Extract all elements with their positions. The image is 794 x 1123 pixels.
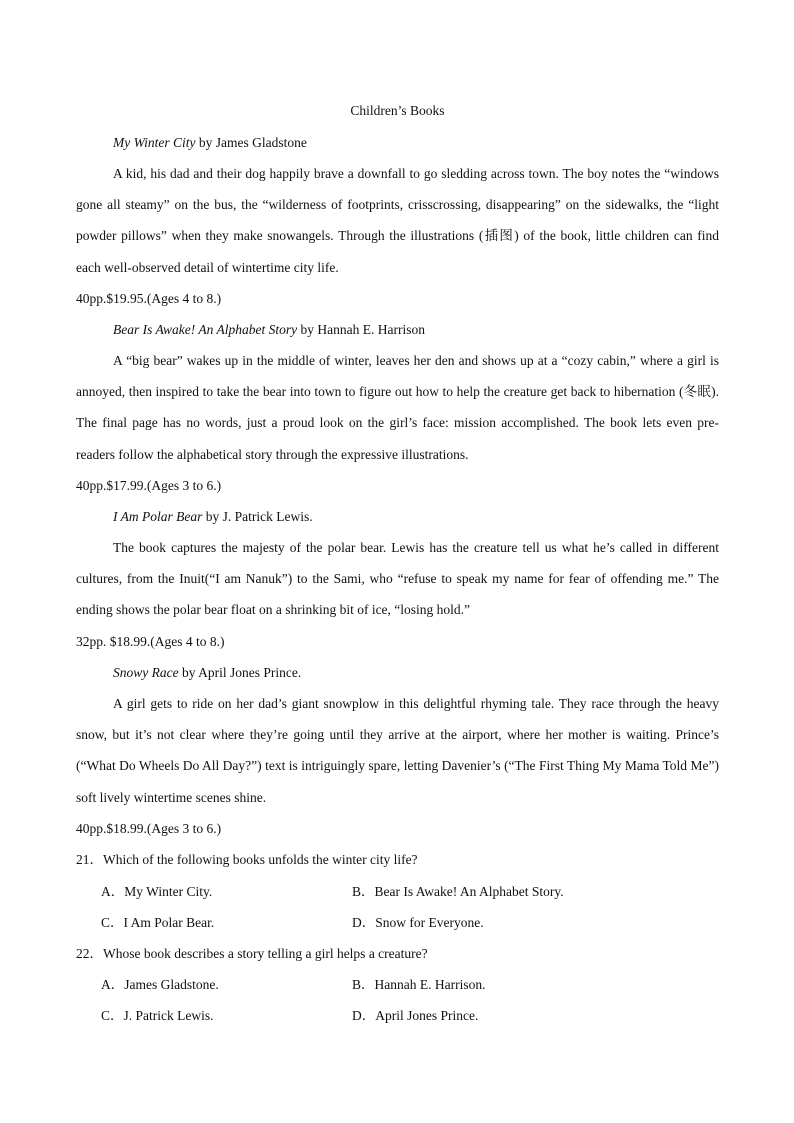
book-review: A “big bear” wakes up in the middle of winter, leaves her den and shows up at a “cozy cabin,” where a girl is annoyed, then inspired to take the bear into town to figure out how to help the creature get back to hibernation (冬眠). The final page has no words, just a proud look on the girl’s face: mission accomplished. The book lets even pre-readers follow the alphabetical story through the expressive illustrations. [76, 353, 719, 462]
answer-option[interactable]: A．James Gladstone. [101, 977, 219, 992]
book-heading [113, 508, 313, 526]
book-review: A girl gets to ride on her dad’s giant snowplow in this delightful rhyming tale. They race through the heavy snow, but it’s not clear where they’re going until they arrive at the airport, where her mother is waiting. Prince’s (“What Do Wheels Do All Day?”) text is intriguingly spare, letting Davenier’s (“The First Thing My Mama Told Me”) soft lively wintertime scenes shine. [76, 696, 719, 805]
book-info: 40pp.$17.99.(Ages 3 to 6.) [76, 478, 222, 493]
book-author: by James Gladstone [195, 135, 307, 150]
answer-option[interactable]: D．April Jones Prince. [352, 1008, 479, 1023]
question-stem: 22．Whose book describes a story telling a girl helps a creature? [76, 946, 428, 961]
question-stem: 21．Which of the following books unfolds the winter city life? [76, 852, 418, 867]
answer-option[interactable]: B．Bear Is Awake! An Alphabet Story. [352, 884, 564, 899]
answer-option[interactable]: C．J. Patrick Lewis. [101, 1008, 214, 1023]
book-review: The book captures the majesty of the polar bear. Lewis has the creature tell us what he’s called in different cultures, from the Inuit(“I am Nanuk”) to the Sami, who “refuse to speak my name for fear of offending me.” The ending shows the polar bear float on a shrinking bit of ice, “losing hold.” [76, 540, 719, 618]
book-author: by April Jones Prince. [178, 665, 302, 680]
book-title: Snowy Race [113, 665, 179, 680]
answer-option[interactable]: D．Snow for Everyone. [352, 915, 484, 930]
book-heading [113, 664, 301, 682]
book-title: Bear Is Awake! An Alphabet Story [113, 322, 298, 337]
answer-option[interactable]: C．I Am Polar Bear. [101, 915, 215, 930]
book-heading [113, 134, 307, 152]
book-heading [113, 321, 425, 339]
book-author: by Hannah E. Harrison [297, 322, 425, 337]
book-title: My Winter City [113, 135, 196, 150]
book-author: by J. Patrick Lewis. [202, 509, 313, 524]
book-title: I Am Polar Bear [113, 509, 203, 524]
answer-option[interactable]: A．My Winter City. [101, 884, 213, 899]
page-title: Children’s Books [350, 103, 445, 118]
answer-option[interactable]: B．Hannah E. Harrison. [352, 977, 486, 992]
book-info: 40pp.$19.95.(Ages 4 to 8.) [76, 291, 222, 306]
book-info: 32pp. $18.99.(Ages 4 to 8.) [76, 634, 225, 649]
book-review: A kid, his dad and their dog happily brave a downfall to go sledding across town. The boy notes the “windows gone all steamy” on the bus, the “wilderness of footprints, crisscrossing, disappearing” on the sidewalks, the “light powder pillows” when they make snowangels. Through the illustrations (插图) of the book, little children can find each well-observed detail of wintertime city life. [76, 166, 719, 275]
book-info: 40pp.$18.99.(Ages 3 to 6.) [76, 821, 222, 836]
